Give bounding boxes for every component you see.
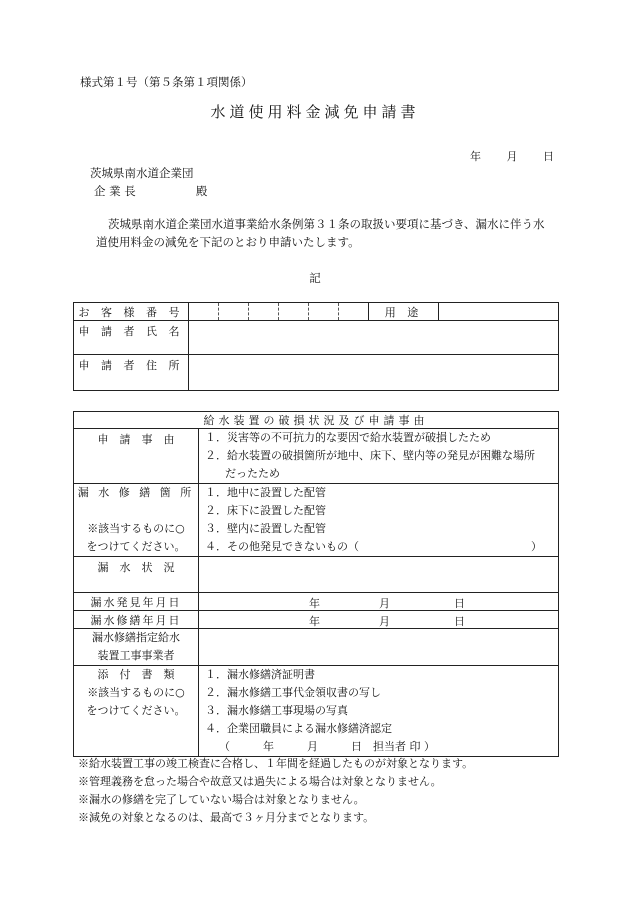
form-number: 様式第１号（第５条第１項関係） [80, 75, 253, 89]
reason-option-2[interactable]: ２．給水装置の破損箇所が地中、床下、壁内等の発見が困難な場所 [205, 449, 535, 462]
recipient-title: 企 業 長 [94, 184, 136, 198]
repair-date-field[interactable] [199, 611, 559, 629]
attachment-option-2[interactable]: ２．漏水修繕工事代金領収書の写し [205, 686, 381, 699]
note-item: ※減免の対象となるのは、最高で３ヶ月分までとなります。 [78, 811, 375, 824]
reason-option-1[interactable]: １．災害等の不可抗力的な要因で給水装置が破損したため [205, 431, 491, 444]
reason-options [199, 429, 559, 484]
ki-heading: 記 [309, 271, 321, 285]
contractor-label-2: 装置工事事業者 [97, 649, 175, 662]
applicant-table [73, 302, 559, 391]
note-item: ※給水装置工事の竣工検査に合格し、１年間を経過したものが対象となります。 [78, 757, 474, 770]
customer-no-digit[interactable] [219, 303, 249, 321]
attachment-options [199, 666, 559, 757]
location-options [199, 484, 559, 557]
note-item: ※漏水の修繕を完了していない場合は対象となりません。 [78, 793, 365, 806]
check-note-line-2: をつけてください。 [86, 540, 186, 553]
reason-option-2-cont: だったため [225, 467, 280, 480]
attachment-option-1[interactable]: １．漏水修繕済証明書 [205, 668, 315, 681]
reason-label: 申 請 事 由 [74, 429, 199, 484]
customer-no-label: お 客 様 番 号 [74, 303, 189, 321]
location-option-2[interactable]: ２．床下に設置した配管 [205, 504, 326, 517]
page-title: 水道使用料金減免申請書 [210, 103, 420, 121]
customer-no-digit[interactable] [309, 303, 339, 321]
location-option-4[interactable] [205, 538, 558, 556]
status-field[interactable] [199, 557, 559, 593]
customer-no-digit[interactable] [279, 303, 309, 321]
recipient-honorific: 殿 [195, 184, 208, 198]
usage-label: 用 途 [369, 303, 439, 321]
certification-line[interactable]: （ 年 月 日 担当者 印 ） [219, 740, 435, 753]
contractor-field[interactable] [199, 629, 559, 666]
customer-no-digit[interactable] [249, 303, 279, 321]
applicant-name-label: 申 請 者 氏 名 [74, 321, 189, 355]
attachment-option-3[interactable]: ３．漏水修繕工事現場の写真 [205, 704, 348, 717]
damage-table [73, 411, 559, 757]
applicant-address-field[interactable] [189, 355, 559, 391]
location-label: 漏 水 修 繕 箇 所 [77, 486, 195, 499]
repair-date-day: 日 [454, 615, 465, 628]
notes [78, 755, 473, 827]
usage-field[interactable] [439, 303, 559, 321]
found-date-year: 年 [309, 597, 320, 610]
found-date-field[interactable] [199, 593, 559, 611]
check-note-line-1: ※該当するものに○ [87, 522, 185, 535]
customer-no-digit[interactable] [339, 303, 369, 321]
repair-date-month: 月 [379, 615, 390, 628]
location-label-cell [74, 484, 199, 557]
date-line [470, 148, 554, 164]
contractor-label-cell [74, 629, 199, 666]
contractor-label-1: 漏水修繕指定給水 [92, 631, 180, 644]
note-item: ※管理義務を怠った場合や故意又は過失による場合は対象となりません。 [78, 775, 442, 788]
location-option-4-text: ４．その他発見できないもの（ [205, 540, 359, 553]
applicant-name-field[interactable] [189, 321, 559, 355]
applicant-address-label: 申 請 者 住 所 [74, 355, 189, 391]
damage-table-header: 給水装置の破損状況及び申請事由 [74, 412, 559, 429]
attach-label-cell [74, 666, 199, 757]
recipient-org: 茨城県南水道企業団 [90, 166, 194, 180]
status-label: 漏 水 状 況 [74, 557, 199, 593]
found-date-day: 日 [454, 597, 465, 610]
date-month: 月 [506, 150, 518, 163]
found-date-month: 月 [379, 597, 390, 610]
date-day: 日 [543, 150, 554, 163]
recipient [90, 164, 207, 200]
repair-date-label: 漏水修繕年月日 [74, 611, 199, 629]
location-option-3[interactable]: ３．壁内に設置した配管 [205, 522, 326, 535]
attach-note-line-2: をつけてください。 [86, 704, 186, 717]
location-option-1[interactable]: １．地中に設置した配管 [205, 486, 326, 499]
found-date-label: 漏水発見年月日 [74, 593, 199, 611]
intro-paragraph: 茨城県南水道企業団水道事業給水条例第３１条の取扱い要項に基づき、漏水に伴う水道使用料金の減免を下記のとおり申請いたします。 [96, 217, 545, 249]
attach-note-line-1: ※該当するものに○ [87, 686, 185, 699]
attachment-option-4[interactable]: ４．企業団職員による漏水修繕済認定 [205, 722, 392, 735]
attach-label: 添 付 書 類 [97, 668, 175, 681]
repair-date-year: 年 [309, 615, 320, 628]
location-option-4-close: ） [531, 540, 542, 553]
date-year: 年 [470, 150, 481, 163]
customer-no-digit[interactable] [189, 303, 219, 321]
